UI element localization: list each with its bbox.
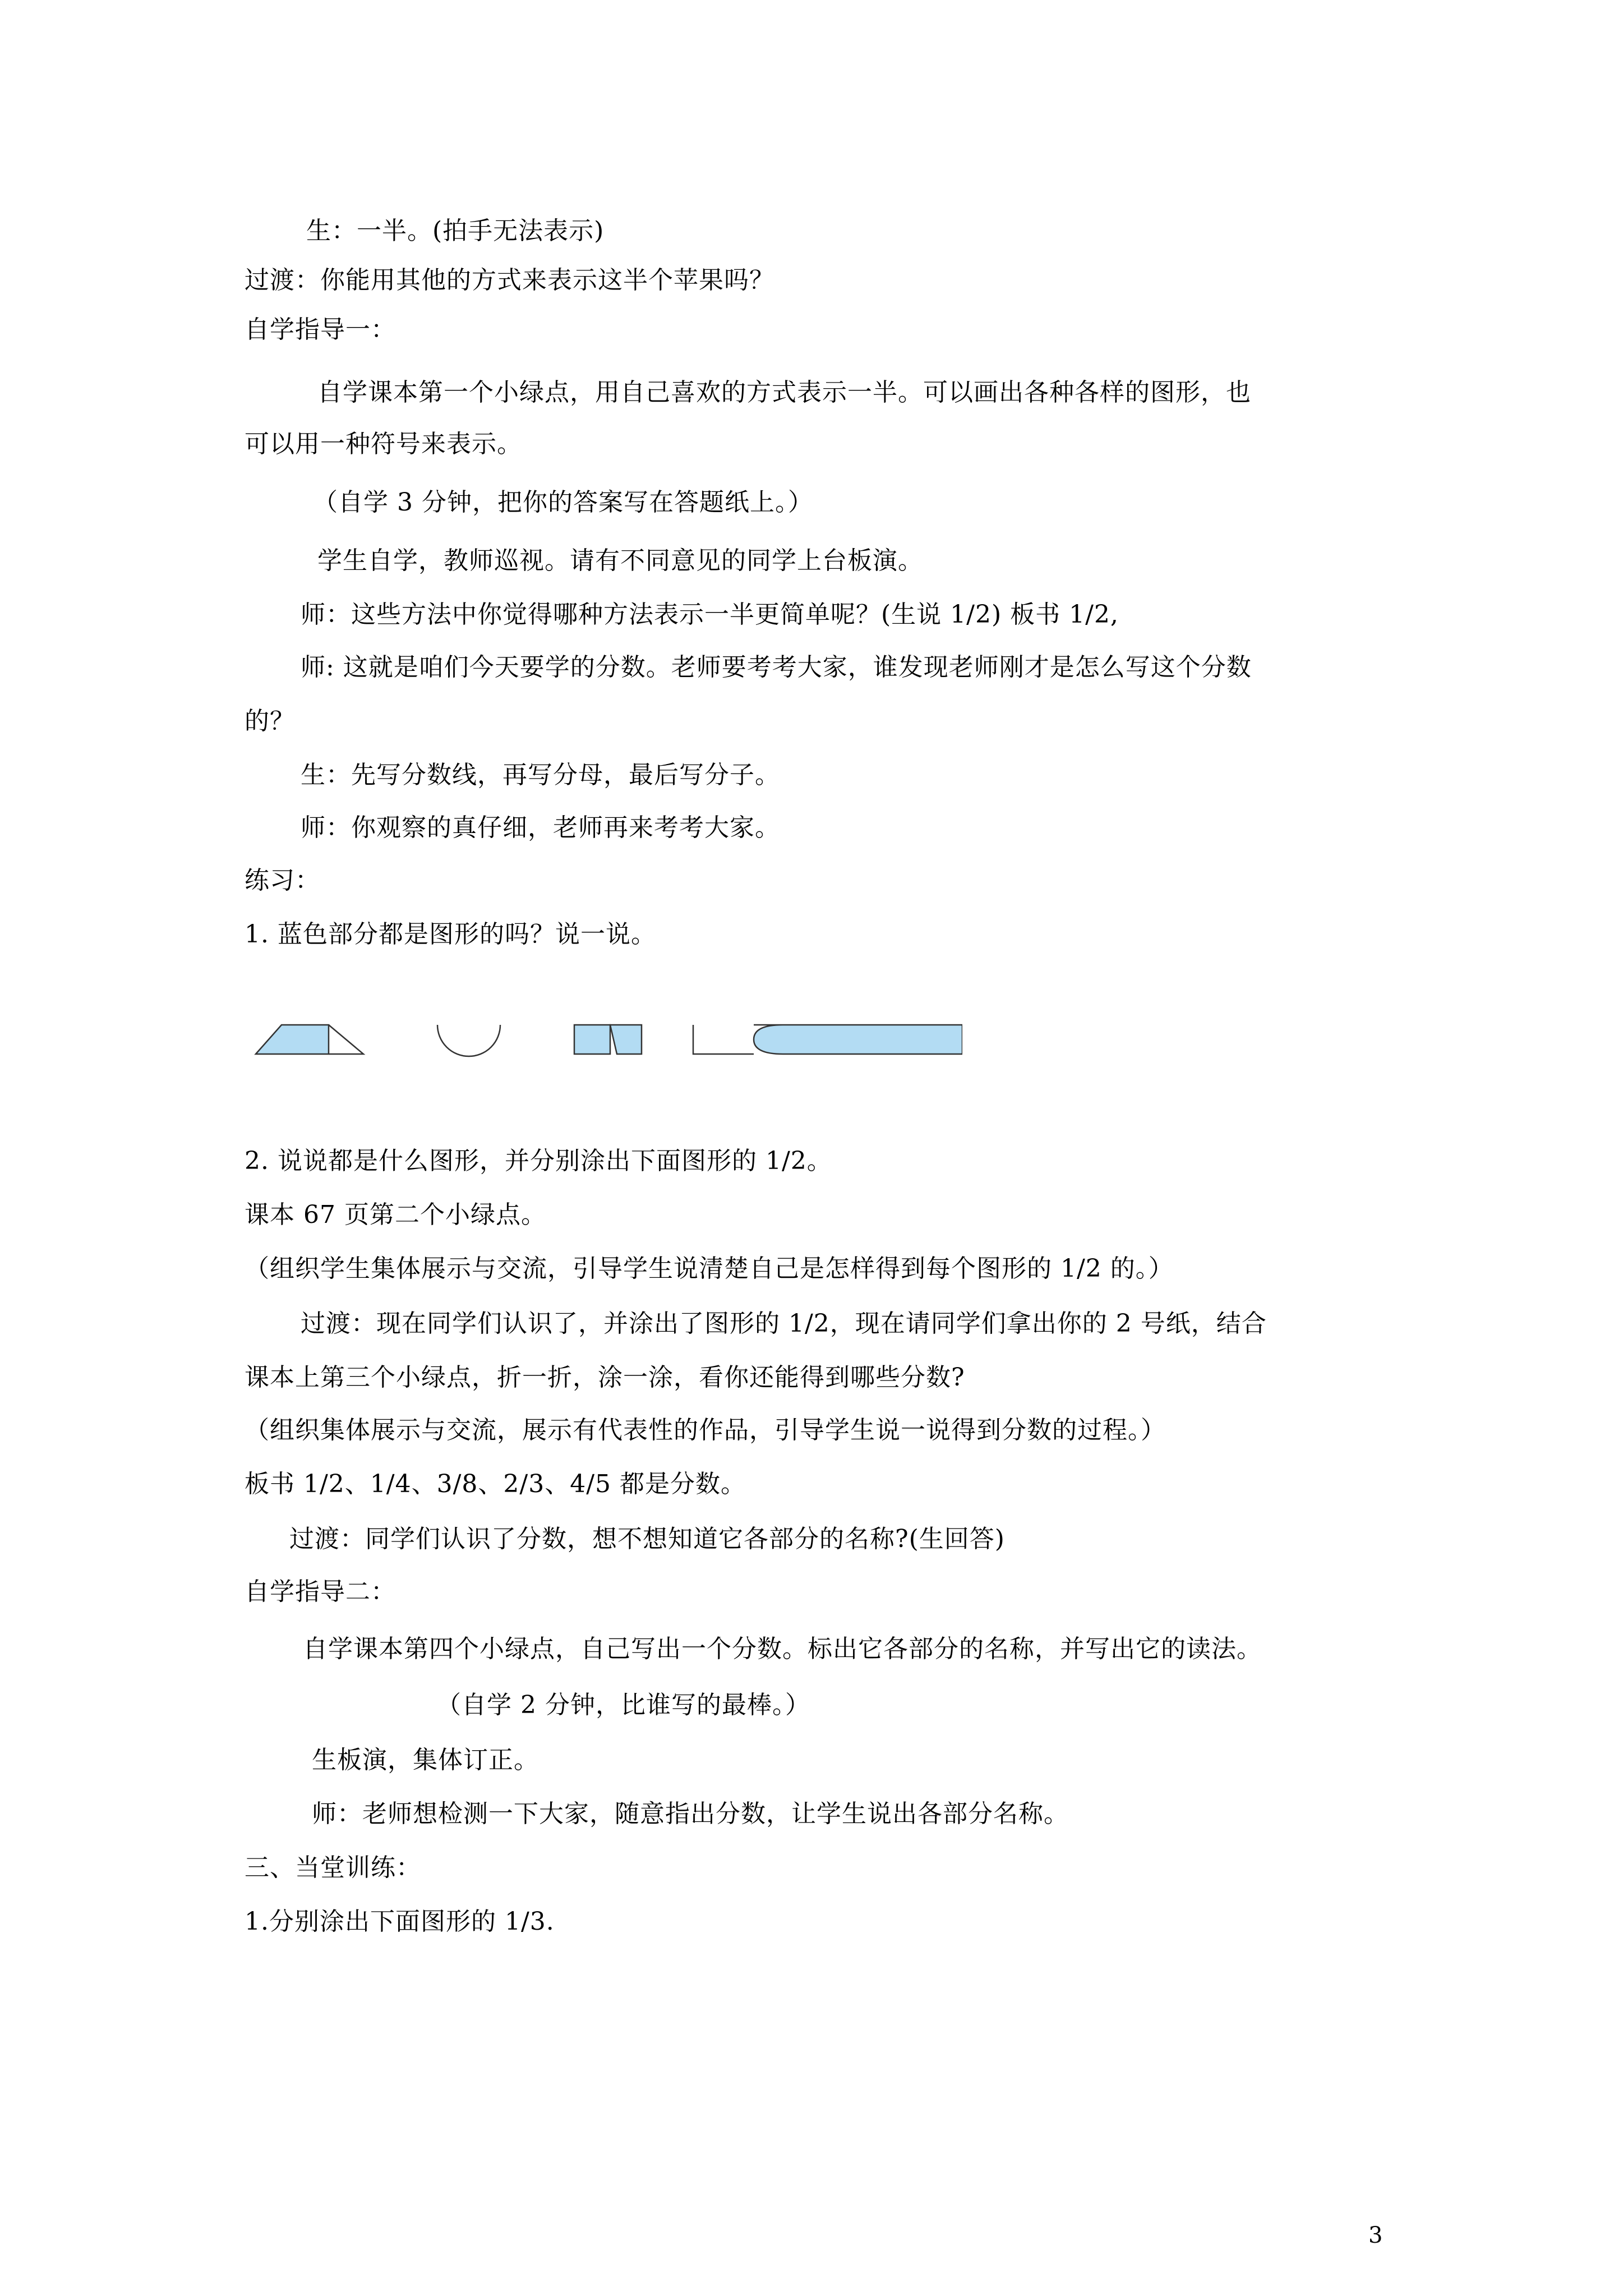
text-line: 过渡：你能用其他的方式来表示这半个苹果吗？ — [245, 266, 774, 295]
text-line: 师：你观察的真仔细，老师再来考考大家。 — [301, 813, 780, 842]
section-heading: 练习： — [245, 866, 320, 895]
text-line: 课本 67 页第二个小绿点。 — [245, 1200, 546, 1229]
text-line: 可以用一种符号来表示。 — [245, 430, 522, 458]
shape-rounded-rect — [754, 1025, 962, 1054]
page-number: 3 — [1368, 2223, 1383, 2248]
text-line: 师: 这就是咱们今天要学的分数。老师要考考大家，谁发现老师刚才是怎么写这个分数 — [301, 653, 1252, 682]
text-line: 师：老师想检测一下大家，随意指出分数，让学生说出各部分名称。 — [312, 1800, 1069, 1828]
text-line: （组织学生集体展示与交流，引导学生说清楚自己是怎样得到每个图形的 1/2 的。） — [245, 1254, 1174, 1283]
text-line: 自学课本第一个小绿点，用自己喜欢的方式表示一半。可以画出各种各样的图形，也 — [317, 378, 1251, 407]
text-line: （组织集体展示与交流，展示有代表性的作品，引导学生说一说得到分数的过程。） — [245, 1416, 1166, 1444]
section-heading: 自学指导二： — [245, 1577, 396, 1606]
text-line: 师：这些方法中你觉得哪种方法表示一半更简单呢？(生说 1/2) 板书 1/2, — [301, 600, 1119, 629]
text-line: （自学 3 分钟，把你的答案写在答题纸上。） — [313, 488, 813, 517]
section-heading: 自学指导一： — [245, 315, 396, 344]
text-line: 生：一半。(拍手无法表示) — [306, 217, 605, 245]
exercise-item: 2. 说说都是什么图形，并分别涂出下面图形的 1/2。 — [245, 1147, 832, 1175]
text-line: 的？ — [245, 707, 295, 735]
text-line: 生板演，集体订正。 — [312, 1746, 539, 1774]
shape-rect-lower — [574, 1025, 610, 1054]
text-line: 过渡：现在同学们认识了，并涂出了图形的 1/2，现在请同学们拿出你的 2 号纸，结合 — [301, 1309, 1267, 1338]
section-heading: 三、当堂训练： — [245, 1853, 421, 1882]
shape-trapezoid — [610, 1025, 642, 1054]
shape-semicircle — [437, 1025, 500, 1056]
text-line: 生：先写分数线，再写分母，最后写分子。 — [301, 761, 780, 789]
text-line: 学生自学，教师巡视。请有不同意见的同学上台板演。 — [317, 546, 923, 575]
text-line: 课本上第三个小绿点，折一折，涂一涂，看你还能得到哪些分数? — [245, 1363, 965, 1392]
text-line: 过渡：同学们认识了分数，想不想知道它各部分的名称?(生回答) — [289, 1525, 1005, 1553]
exercise-item: 1. 蓝色部分都是图形的吗？说一说。 — [245, 920, 656, 949]
shape-l-corner — [693, 1025, 754, 1054]
text-line: （自学 2 分钟，比谁写的最棒。） — [436, 1691, 810, 1719]
shapes-figure — [245, 1007, 962, 1069]
exercise-item: 1.分别涂出下面图形的 1/3. — [245, 1907, 555, 1936]
shape-wedge — [329, 1025, 363, 1054]
text-line: 板书 1/2、1/4、3/8、2/3、4/5 都是分数。 — [245, 1470, 746, 1498]
shape-triangle — [256, 1025, 329, 1054]
text-line: 自学课本第四个小绿点，自己写出一个分数。标出它各部分的名称，并写出它的读法。 — [303, 1635, 1262, 1663]
